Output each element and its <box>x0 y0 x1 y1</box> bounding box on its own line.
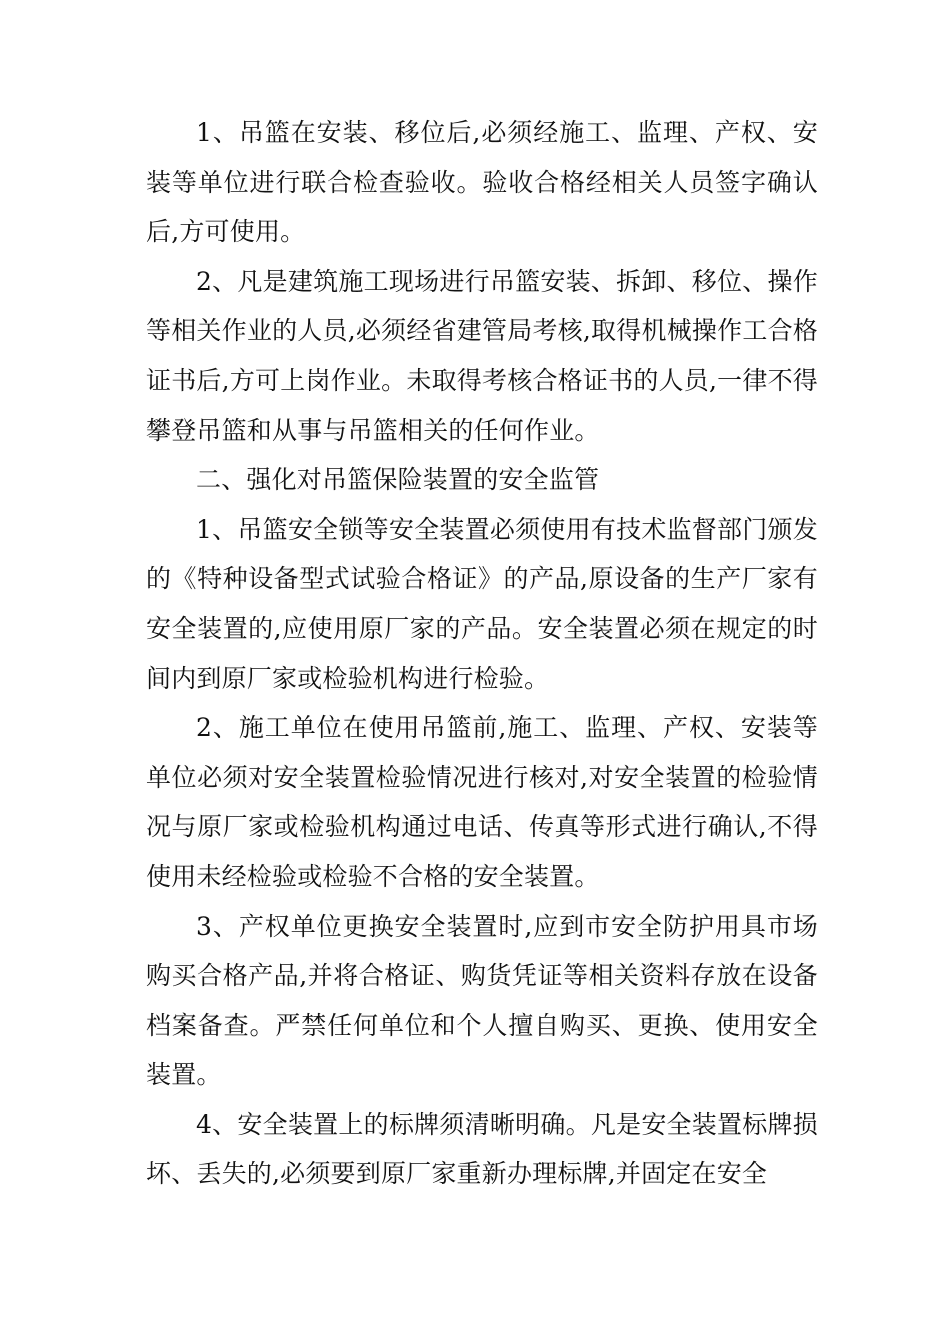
paragraph-5: 3、产权单位更换安全装置时,应到市安全防护用具市场购买合格产品,并将合格证、购货凭证等相关资料存放在设备档案备查。严禁任何单位和个人擅自购买、更换、使用安全装置。 <box>146 911 818 1090</box>
paragraph-3: 1、吊篮安全锁等安全装置必须使用有技术监督部门颁发的《特种设备型式试验合格证》的产品,原设备的生产厂家有安全装置的,应使用原厂家的产品。安全装置必须在规定的时间内到原厂家或检验机构进行检验。 <box>146 514 818 693</box>
document-body <box>146 108 818 1199</box>
paragraph-1: 1、吊篮在安装、移位后,必须经施工、监理、产权、安装等单位进行联合检查验收。验收合格经相关人员签字确认后,方可使用。 <box>146 118 818 247</box>
paragraph-6: 4、安全装置上的标牌须清晰明确。凡是安全装置标牌损坏、丢失的,必须要到原厂家重新办理标牌,并固定在安全 <box>146 1109 818 1189</box>
paragraph-4: 2、施工单位在使用吊篮前,施工、监理、产权、安装等单位必须对安全装置检验情况进行核对,对安全装置的检验情况与原厂家或检验机构通过电话、传真等形式进行确认,不得使用未经检验或检验不合格的安全装置。 <box>146 713 818 891</box>
paragraph-2: 2、凡是建筑施工现场进行吊篮安装、拆卸、移位、操作等相关作业的人员,必须经省建管局考核,取得机械操作工合格证书后,方可上岗作业。未取得考核合格证书的人员,一律不得攀登吊篮和从事与吊篮相关的任何作业。 <box>146 266 818 445</box>
section-heading: 二、强化对吊篮保险装置的安全监管 <box>196 465 600 495</box>
